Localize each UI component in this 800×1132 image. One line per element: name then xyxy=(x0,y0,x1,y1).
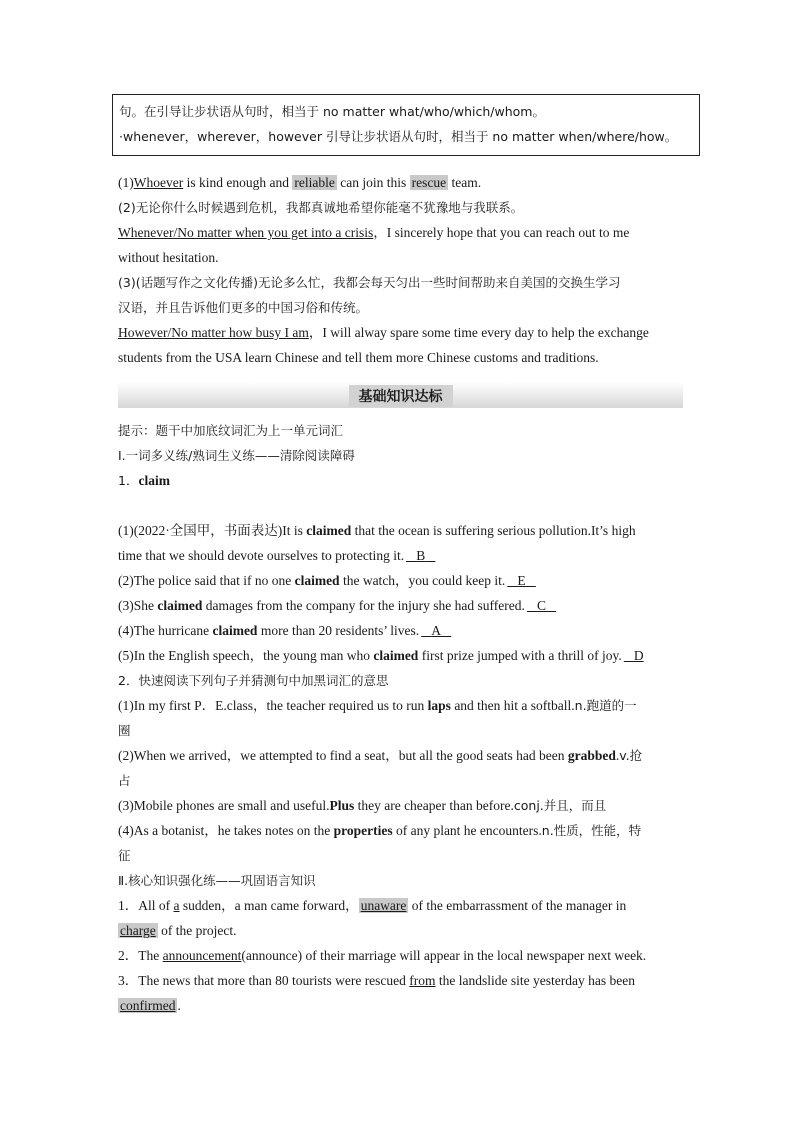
section-header-band xyxy=(118,382,683,408)
answer-word: announcement xyxy=(162,948,242,963)
claim-item-4: (4)The hurricane claimed more than 20 residents’ lives. A xyxy=(118,618,683,643)
answer-clause: However/No matter how busy I am xyxy=(118,325,309,340)
shaded-word: unaware xyxy=(360,898,407,913)
answer-blank: D xyxy=(633,648,644,663)
claim-item-1: (1)(2022·全国甲，书面表达)It is claimed that the ocean is suffering serious pollution.It’s high xyxy=(118,523,636,538)
guess-item-2: (2)When we arrived，we attempted to find a seat，but all the good seats had been grabbed.v.抢 xyxy=(118,748,643,763)
shaded-word: reliable xyxy=(294,175,335,190)
part-1-heading: Ⅰ.一词多义练/熟词生义练——清除阅读障碍 xyxy=(118,448,355,463)
example-2-english: Whenever/No matter when you get into a crisis，I sincerely hope that you can reach out to me xyxy=(118,225,630,240)
answer-clause: Whenever/No matter when you get into a crisis xyxy=(118,225,374,240)
question-1-heading: 1．claim xyxy=(118,473,170,488)
shaded-word: charge xyxy=(120,923,156,938)
answer-blank: B xyxy=(416,548,426,563)
part-2-heading: Ⅱ.核心知识强化练——巩固语言知识 xyxy=(118,873,316,888)
example-2-chinese: (2)无论你什么时候遇到危机，我都真诚地希望你能毫不犹豫地与我联系。 xyxy=(118,200,524,215)
claim-item-5: (5)In the English speech，the young man who claimed first prize jumped with a thrill of joy. D xyxy=(118,648,644,663)
grammar-note-box xyxy=(112,94,700,156)
document-page: 句。在引导让步状语从句时，相当于 no matter what/who/which/whom。 ·whenever，wherever，however 引导让步状语从句时，相当于 no matter when/where/how。 (1)Whoever is kind enough and reliable can join this rescue team. (2)无论你什么时候遇到危机，我都真诚地希望你能毫不犹豫地与我联系。 Whenever/No matter when you get into a crisis，I sincerely hope that you can reach out to me without hesitation. (3)(话题写作之文化传播)无论多么忙，我都会每天匀出一些时间帮助来自美国的交换生学习 汉语，并且告诉他们更多的中国习俗和传统。 However/No matter how busy I am，I will alway spare some time every day to help the exchange students from the USA learn Chinese and tell them more Chinese customs and traditions. 基础知识达标 提示：题干中加底纹词汇为上一单元词汇 Ⅰ.一词多义练/熟词生义练——清除阅读障碍 1．claim (1)(2022·全国甲，书面表达)It is claimed that the ocean is suffering serious pollution.It’s high time that we should devote ourselves to protecting it. B (2)The police said that if no one claimed the watch，you could keep it. E (3)She claimed damages from the company for the injury she had suffered. C (4)The hurricane claimed more than 20 residents’ lives. A (5)In the English speech，the young man who claimed first prize jumped with a thrill of joy. D 2．快速阅读下列句子并猜测句中加黑词汇的意思 (1)In my first P．E.class，the teacher required us to run laps and then hit a softball.n.跑道的一 圈 (2)When we arrived，we attempted to find a seat，but all the good seats had been grabbed.v.抢 占 (3)Mobile phones are small and useful.Plus they are cheaper than before.conj.并且，而且 (4)As a botanist，he takes notes on the properties of any plant he encounters.n.性质，性能，特 征 Ⅱ.核心知识强化练——巩固语言知识 1．All of a sudden，a man came forward， unaware of the embarrassment of the manager in charge of the project. 2．The announcement(announce) of their marriage will appear in the local newspaper next week. 3．The news that more than 80 tourists were rescued from the landslide site yesterday has been confirmed . xyxy=(118,94,683,1018)
example-1: (1)Whoever is kind enough and reliable can join this rescue team. xyxy=(118,175,482,190)
core-item-3: 3．The news that more than 80 tourists were rescued from the landslide site yesterday has been xyxy=(118,973,635,988)
answer-word: from xyxy=(409,973,436,988)
tip-text: 提示：题干中加底纹词汇为上一单元词汇 xyxy=(118,423,344,438)
claim-item-3: (3)She claimed damages from the company for the injury she had suffered. C xyxy=(118,593,683,618)
shaded-word: confirmed xyxy=(120,998,176,1013)
guess-item-1: (1)In my first P．E.class，the teacher required us to run laps and then hit a softball.n.跑道的一 xyxy=(118,698,637,713)
example-3-chinese: (3)(话题写作之文化传播)无论多么忙，我都会每天匀出一些时间帮助来自美国的交换生学习 xyxy=(118,275,621,290)
answer-blank: C xyxy=(537,598,547,613)
shaded-word: rescue xyxy=(411,175,447,190)
question-2-heading: 2．快速阅读下列句子并猜测句中加黑词汇的意思 xyxy=(118,673,389,688)
note-line-1: 句。在引导让步状语从句时，相当于 no matter what/who/which/whom。 xyxy=(119,104,545,119)
answer-blank: E xyxy=(517,573,526,588)
section-title: 基础知识达标 xyxy=(349,385,453,407)
claim-item-2: (2)The police said that if no one claimed the watch，you could keep it. E xyxy=(118,568,683,593)
core-item-1: 1．All of a sudden，a man came forward， unaware of the embarrassment of the manager in xyxy=(118,898,627,913)
answer-blank: A xyxy=(431,623,442,638)
keyword: Whoever xyxy=(133,175,184,190)
core-item-2: 2．The announcement(announce) of their marriage will appear in the local newspaper next week. xyxy=(118,948,647,963)
example-3-english: However/No matter how busy I am，I will alway spare some time every day to help the exchange xyxy=(118,325,649,340)
note-line-2: ·whenever，wherever，however 引导让步状语从句时，相当于 no matter when/where/how。 xyxy=(119,129,678,144)
guess-item-4: (4)As a botanist，he takes notes on the properties of any plant he encounters.n.性质，性能，特 xyxy=(118,823,642,838)
guess-item-3: (3)Mobile phones are small and useful.Plus they are cheaper than before.conj.并且，而且 xyxy=(118,798,607,813)
answer-word: a xyxy=(173,898,180,913)
